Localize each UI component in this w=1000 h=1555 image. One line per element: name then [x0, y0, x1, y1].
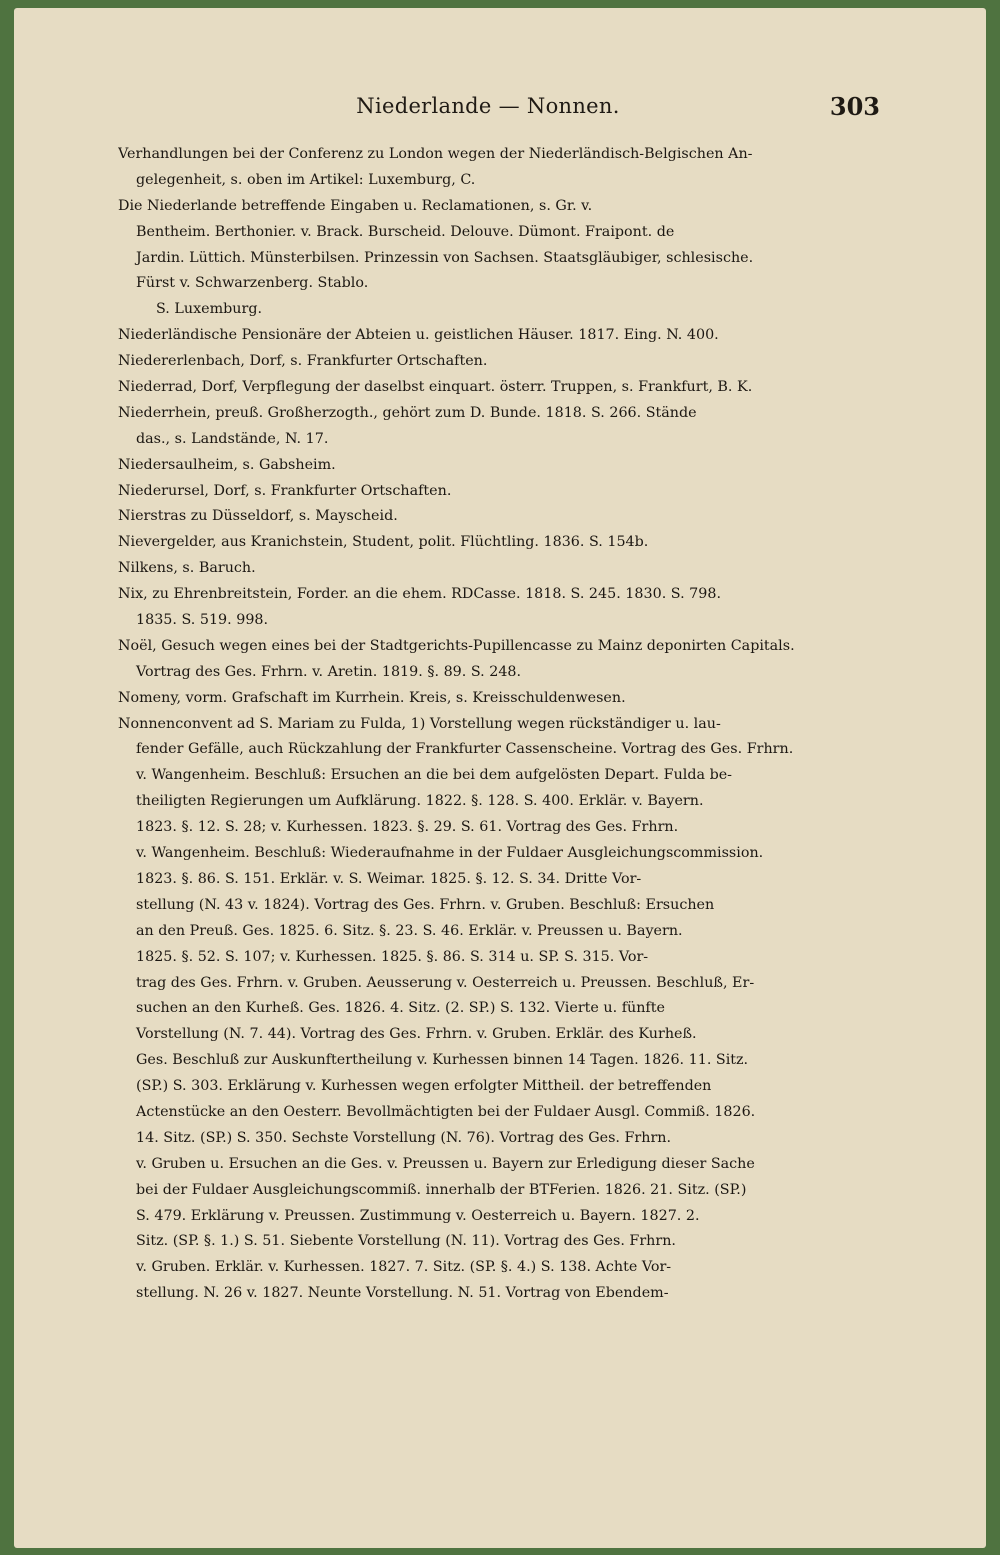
- text-line: Niederursel, Dorf, s. Frankfurter Ortschaften.: [118, 482, 452, 499]
- text-line: 1823. §. 12. S. 28; v. Kurhessen. 1823. §. 29. S. 61. Vortrag des Ges. Frhrn.: [136, 819, 679, 836]
- text-line: Niedererlenbach, Dorf, s. Frankfurter Ortschaften.: [118, 353, 488, 370]
- text-line: Ges. Beschluß zur Auskunftertheilung v. Kurhessen binnen 14 Tagen. 1826. 11. Sitz.: [136, 1052, 749, 1069]
- text-line: stellung. N. 26 v. 1827. Neunte Vorstellung. N. 51. Vortrag von Ebendem-: [136, 1285, 669, 1302]
- text-line: S. 479. Erklärung v. Preussen. Zustimmung v. Oesterreich u. Bayern. 1827. 2.: [136, 1207, 700, 1224]
- text-line: 14. Sitz. (SP.) S. 350. Sechste Vorstellung (N. 76). Vortrag des Ges. Frhrn.: [136, 1129, 672, 1146]
- text-line: Verhandlungen bei der Conferenz zu London wegen der Niederländisch-Belgischen An-: [118, 146, 753, 162]
- text-line: 1823. §. 86. S. 151. Erklär. v. S. Weimar. 1825. §. 12. S. 34. Dritte Vor-: [136, 870, 642, 887]
- text-line: v. Wangenheim. Beschluß: Ersuchen an die bei dem aufgelösten Depart. Fulda be-: [136, 767, 733, 784]
- page-header: [0, 92, 1000, 128]
- text-line: v. Gruben. Erklär. v. Kurhessen. 1827. 7. Sitz. (SP. §. 4.) S. 138. Achte Vor-: [136, 1259, 672, 1276]
- text-line: Nievergelder, aus Kranichstein, Student, polit. Flüchtling. 1836. S. 154b.: [118, 534, 649, 551]
- text-line: Vorstellung (N. 7. 44). Vortrag des Ges. Frhrn. v. Gruben. Erklär. des Kurheß.: [136, 1026, 697, 1043]
- text-line: 1825. §. 52. S. 107; v. Kurhessen. 1825. §. 86. S. 314 u. SP. S. 315. Vor-: [136, 948, 649, 965]
- text-line: v. Wangenheim. Beschluß: Wiederaufnahme in der Fuldaer Ausgleichungscommission.: [136, 845, 764, 862]
- text-line: Niederrhein, preuß. Großherzogth., gehört zum D. Bunde. 1818. S. 266. Stände: [118, 404, 697, 421]
- text-line: Nierstras zu Düsseldorf, s. Mayscheid.: [118, 508, 398, 525]
- text-line: 1835. S. 519. 998.: [136, 612, 269, 629]
- text-line: Nix, zu Ehrenbreitstein, Forder. an die ehem. RDCasse. 1818. S. 245. 1830. S. 798.: [118, 586, 721, 603]
- text-line: Fürst v. Schwarzenberg. Stablo.: [136, 275, 369, 292]
- text-line: gelegenheit, s. oben im Artikel: Luxemburg, C.: [136, 171, 476, 188]
- text-line: Nonnenconvent ad S. Mariam zu Fulda, 1) Vorstellung wegen rückständiger u. lau-: [118, 715, 721, 732]
- text-line: suchen an den Kurheß. Ges. 1826. 4. Sitz. (2. SP.) S. 132. Vierte u. fünfte: [136, 1000, 665, 1017]
- text-line: Die Niederlande betreffende Eingaben u. Reclamationen, s. Gr. v.: [118, 197, 593, 214]
- text-line: bei der Fuldaer Ausgleichungscommiß. innerhalb der BTFerien. 1826. 21. Sitz. (SP.): [136, 1181, 747, 1198]
- text-line: Vortrag des Ges. Frhrn. v. Aretin. 1819. §. 89. S. 248.: [136, 663, 522, 680]
- text-line: S. Luxemburg.: [156, 301, 263, 318]
- text-line: Jardin. Lüttich. Münsterbilsen. Prinzessin von Sachsen. Staatsgläubiger, schlesische.: [136, 249, 754, 266]
- text-line: Actenstücke an den Oesterr. Bevollmächtigten bei der Fuldaer Ausgl. Commiß. 1826.: [136, 1103, 756, 1120]
- text-line: Bentheim. Berthonier. v. Brack. Burscheid. Delouve. Dümont. Fraipont. de: [136, 223, 675, 240]
- text-line: (SP.) S. 303. Erklärung v. Kurhessen wegen erfolgter Mittheil. der betreffenden: [136, 1078, 712, 1095]
- text-line: Niederländische Pensionäre der Abteien u. geistlichen Häuser. 1817. Eing. N. 400.: [118, 327, 719, 344]
- text-line: an den Preuß. Ges. 1825. 6. Sitz. §. 23. S. 46. Erklär. v. Preussen u. Bayern.: [136, 922, 683, 939]
- text-line: theiligten Regierungen um Aufklärung. 1822. §. 128. S. 400. Erklär. v. Bayern.: [136, 793, 704, 810]
- text-line: das., s. Landstände, N. 17.: [136, 430, 329, 447]
- index-entries: [118, 142, 870, 1307]
- text-line: Nomeny, vorm. Grafschaft im Kurrhein. Kreis, s. Kreisschuldenwesen.: [118, 689, 626, 706]
- text-line: Niederrad, Dorf, Verpflegung der daselbst einquart. österr. Truppen, s. Frankfurt, B. K.: [118, 379, 753, 396]
- text-line: trag des Ges. Frhrn. v. Gruben. Aeusserung v. Oesterreich u. Preussen. Beschluß, Er-: [136, 974, 755, 991]
- text-line: Sitz. (SP. §. 1.) S. 51. Siebente Vorstellung (N. 11). Vortrag des Ges. Frhrn.: [136, 1233, 676, 1250]
- text-line: v. Gruben u. Ersuchen an die Ges. v. Preussen u. Bayern zur Erledigung dieser Sache: [136, 1155, 755, 1172]
- text-line: Noël, Gesuch wegen eines bei der Stadtgerichts-Pupillencasse zu Mainz deponirten Capitals.: [118, 637, 795, 654]
- running-head: Niederlande — Nonnen.: [356, 94, 620, 118]
- text-line: Nilkens, s. Baruch.: [118, 560, 256, 577]
- text-line: stellung (N. 43 v. 1824). Vortrag des Ges. Frhrn. v. Gruben. Beschluß: Ersuchen: [136, 896, 715, 913]
- text-line: Niedersaulheim, s. Gabsheim.: [118, 456, 336, 473]
- text-line: fender Gefälle, auch Rückzahlung der Frankfurter Cassenscheine. Vortrag des Ges. Frhrn.: [136, 741, 794, 758]
- page-number: 303: [829, 92, 880, 121]
